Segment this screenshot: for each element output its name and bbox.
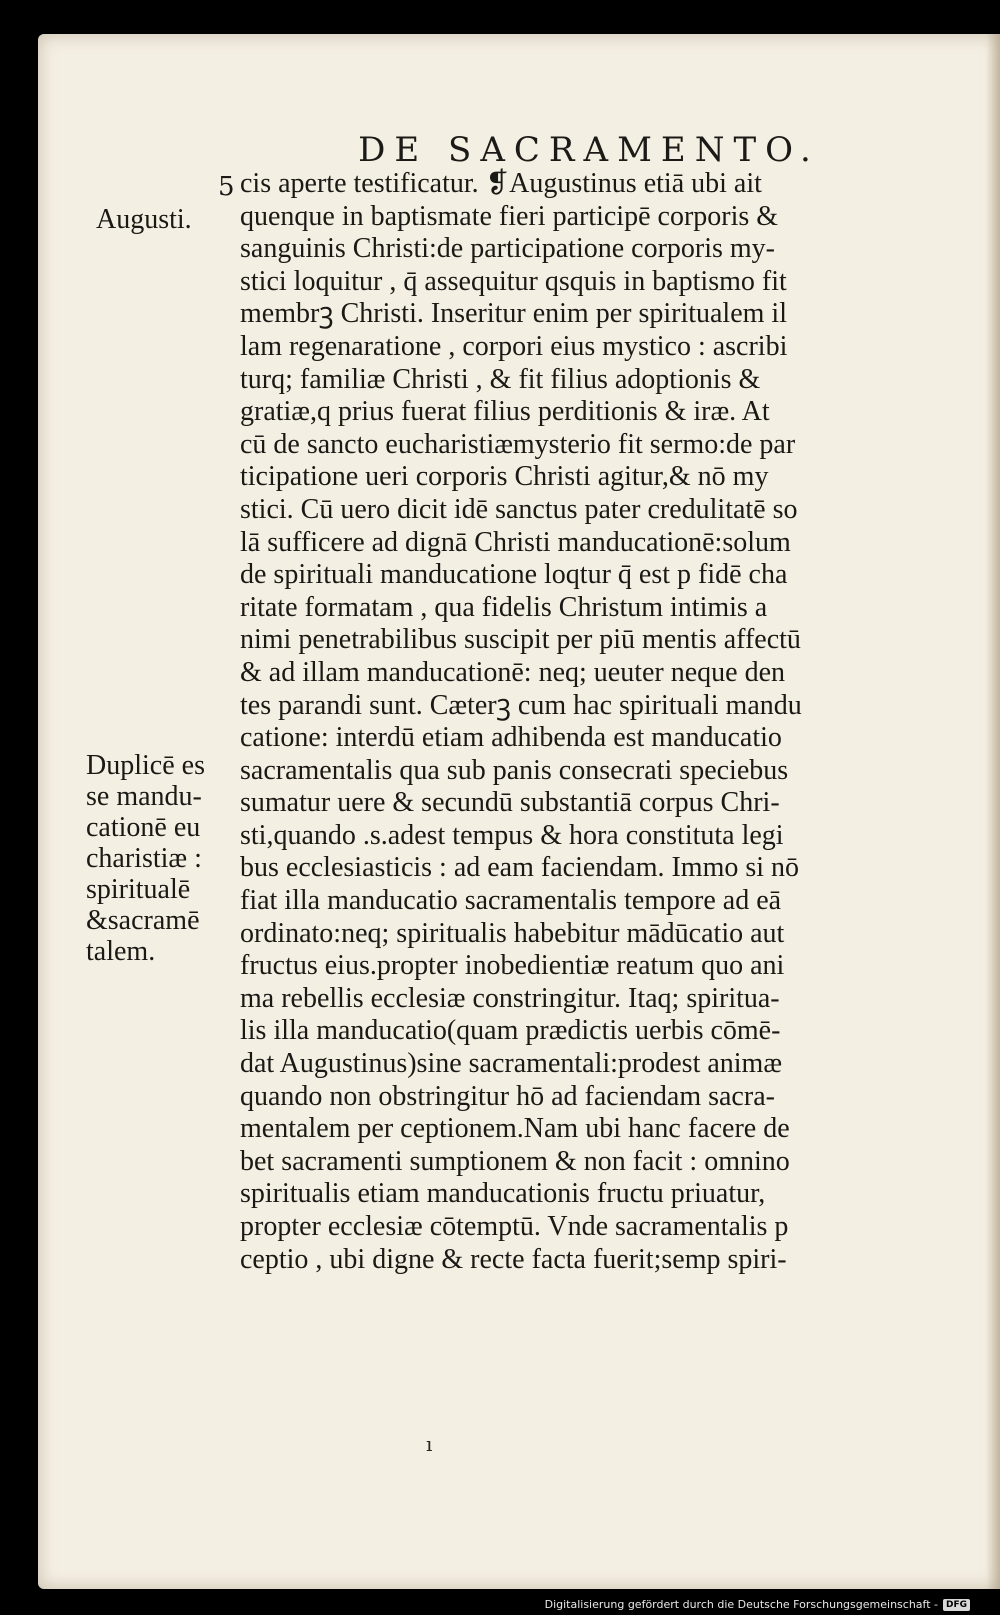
text-line: stici loquitur , q̄ assequitur qsquis in baptismo fit [240,265,787,297]
text-line: sacramentalis qua sub panis consecrati speciebus [240,754,789,786]
text-line: lis illa manducatio(quam prædictis uerbis cōmē- [240,1015,781,1047]
marginal-line: charistiæ : [86,843,202,874]
scanned-page [38,34,1000,1589]
text-line: turq; familiæ Christi , & fit filius adoptionis & [240,363,761,395]
text-line: sumatur uere & secundū substantiā corpus Chri- [240,787,780,819]
text-line: mentalem per ceptionem.Nam ubi hanc facere de [240,1113,790,1145]
text-line: propter ecclesiæ cōtemptū. Vnde sacramentalis p [240,1211,789,1242]
text-line: tes parandi sunt. Cæterꝫ cum hac spirituali mandu [240,689,802,721]
catchmark: ı [426,1432,433,1456]
marginal-line: Augusti. [96,204,192,235]
text-line: cū de sancto eucharistiæmysterio fit sermo:de par [240,428,796,460]
text-line: catione: interdū etiam adhibenda est manducatio [240,722,782,754]
marginal-note-augustine [96,204,192,235]
digitization-credit [545,1598,970,1611]
signature-mark: 5 [218,172,235,202]
text-line: de spirituali manducatione loqtur q̄ est p fidē cha [240,559,788,591]
marginal-line: se mandu- [86,781,202,812]
credit-text: Digitalisierung gefördert durch die Deutsche Forschungsgemeinschaft - [544,1598,938,1611]
text-line: bet sacramenti sumptionem & non facit : omnino [240,1145,790,1177]
text-line: fiat illa manducatio sacramentalis tempore ad eā [240,885,782,917]
text-line: & ad illam manducationē: neq; ueuter neque den [240,656,786,688]
text-line: sanguinis Christi:de participatione corporis my- [240,233,776,265]
text-line: dat Augustinus)sine sacramentali:prodest animæ [240,1048,783,1080]
text-line: fructus eius.propter inobedientiæ reatum quo ani [240,950,785,982]
text-line: nimi penetrabilibus suscipit per piū mentis affectū [240,624,801,656]
text-line: ticipatione ueri corporis Christi agitur,& nō my [240,461,769,493]
marginal-line: &sacramē [86,905,200,936]
text-line: bus ecclesiasticis : ad eam faciendam. Immo si nō [240,852,800,884]
text-line: quando non obstringitur hō ad faciendam sacra- [240,1080,775,1112]
text-line: lam regenaratione , corpori eius mystico : ascribi [240,330,788,362]
text-line: spiritualis etiam manducationis fructu priuatur, [240,1178,766,1210]
text-line: quenque in baptismate fieri participē corporis & [240,200,779,232]
text-line: ma rebellis ecclesiæ constringitur. Itaq; spiritua- [240,982,780,1014]
text-line: sti,quando .s.adest tempus & hora constituta legi [240,819,784,851]
marginal-line: cationē eu [86,812,201,843]
marginal-line: Duplicē es [86,750,205,781]
text-line: cis aperte testificatur. ❡Augustinus etiā ubi ait [240,168,762,199]
text-line: stici. Cū uero dicit idē sanctus pater credulitatē so [240,493,798,525]
text-line: gratiæ,q prius fuerat filius perditionis & iræ. At [240,396,770,428]
page-edge-shadow [986,34,1000,1589]
dfg-logo: DFG [943,1599,970,1611]
text-line: ritate formatam , qua fidelis Christum intimis a [240,591,768,623]
marginal-note-duplicem [86,750,205,967]
text-line: ordinato:neq; spiritualis habebitur mādūcatio aut [240,917,785,949]
marginal-line: spiritualē [86,874,191,905]
running-head: DE SACRAMENTO. [358,130,820,170]
text-line: ceptio , ubi digne & recte facta fuerit;semp spiri- [240,1243,787,1275]
body-text [240,168,930,1276]
text-line: lā sufficere ad dignā Christi manducationē:solum [240,526,791,558]
marginal-line: talem. [86,936,156,967]
text-line: membrꝫ Christi. Inseritur enim per spiritualem il [240,298,787,330]
